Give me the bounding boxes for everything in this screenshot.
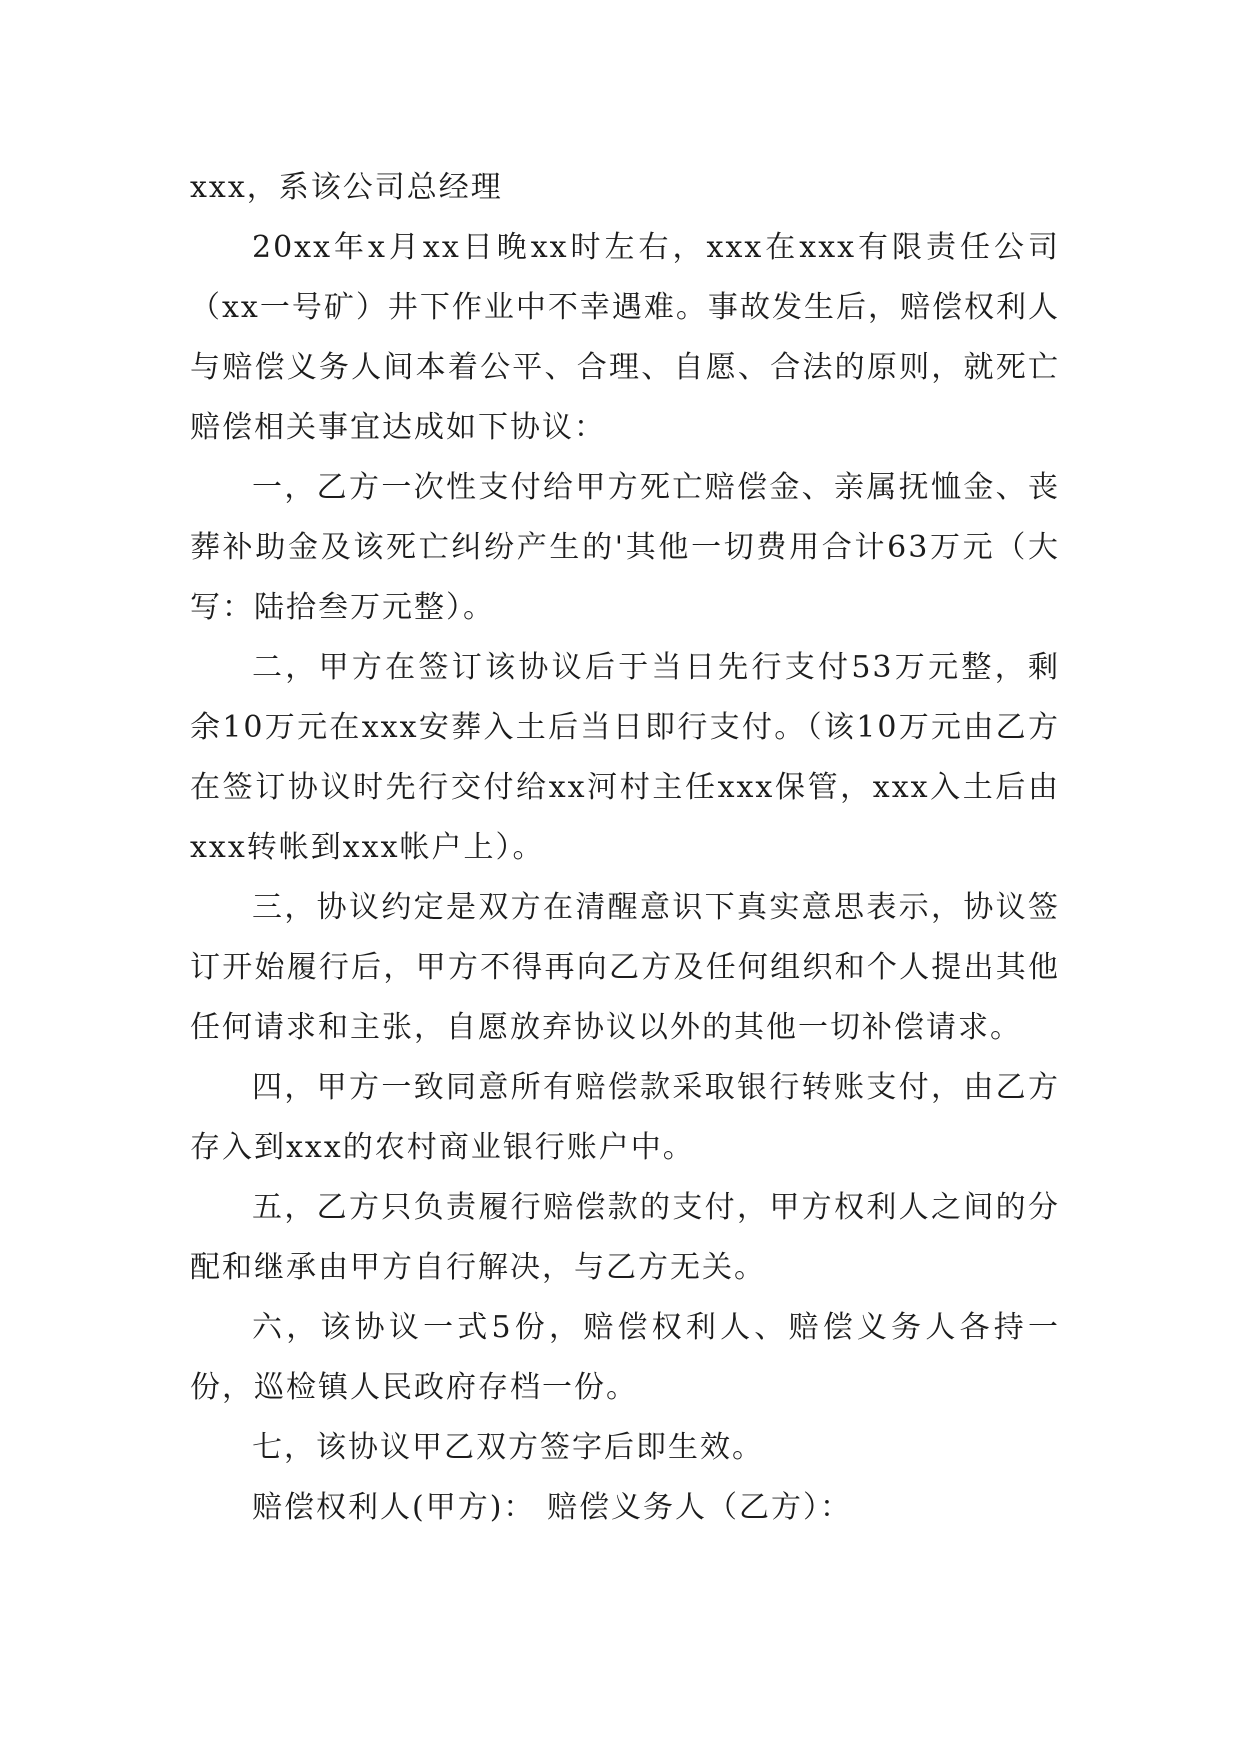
document-body	[190, 158, 1060, 1538]
clause-6: 六，该协议一式5份，赔偿权利人、赔偿义务人各持一份，巡检镇人民政府存档一份。	[190, 1310, 1060, 1405]
clause-1: 一，乙方一次性支付给甲方死亡赔偿金、亲属抚恤金、丧葬补助金及该死亡纠纷产生的'其他一切费用合计63万元（大写：陆拾叁万元整）。	[190, 470, 1060, 625]
clause-5: 五，乙方只负责履行赔偿款的支付，甲方权利人之间的分配和继承由甲方自行解决，与乙方无关。	[190, 1190, 1060, 1285]
clause-2: 二，甲方在签订该协议后于当日先行支付53万元整，剩余10万元在xxx安葬入土后当日即行支付。（该10万元由乙方在签订协议时先行交付给xx河村主任xxx保管，xxx入土后由xxx转帐到xxx帐户上）。	[190, 650, 1060, 865]
clause-4: 四，甲方一致同意所有赔偿款采取银行转账支付，由乙方存入到xxx的农村商业银行账户中。	[190, 1070, 1060, 1165]
clause-7: 七，该协议甲乙双方签字后即生效。	[252, 1430, 764, 1465]
signature-line: 赔偿权利人(甲方)： 赔偿义务人（乙方）：	[252, 1490, 852, 1525]
paragraph-intro-line: xxx，系该公司总经理	[190, 170, 503, 205]
paragraph-incident: 20xx年x月xx日晚xx时左右，xxx在xxx有限责任公司（xx一号矿）井下作业中不幸遇难。事故发生后，赔偿权利人与赔偿义务人间本着公平、合理、自愿、合法的原则，就死亡赔偿相关事宜达成如下协议：	[190, 230, 1060, 445]
clause-3: 三，协议约定是双方在清醒意识下真实意思表示，协议签订开始履行后，甲方不得再向乙方及任何组织和个人提出其他任何请求和主张，自愿放弃协议以外的其他一切补偿请求。	[190, 890, 1060, 1045]
